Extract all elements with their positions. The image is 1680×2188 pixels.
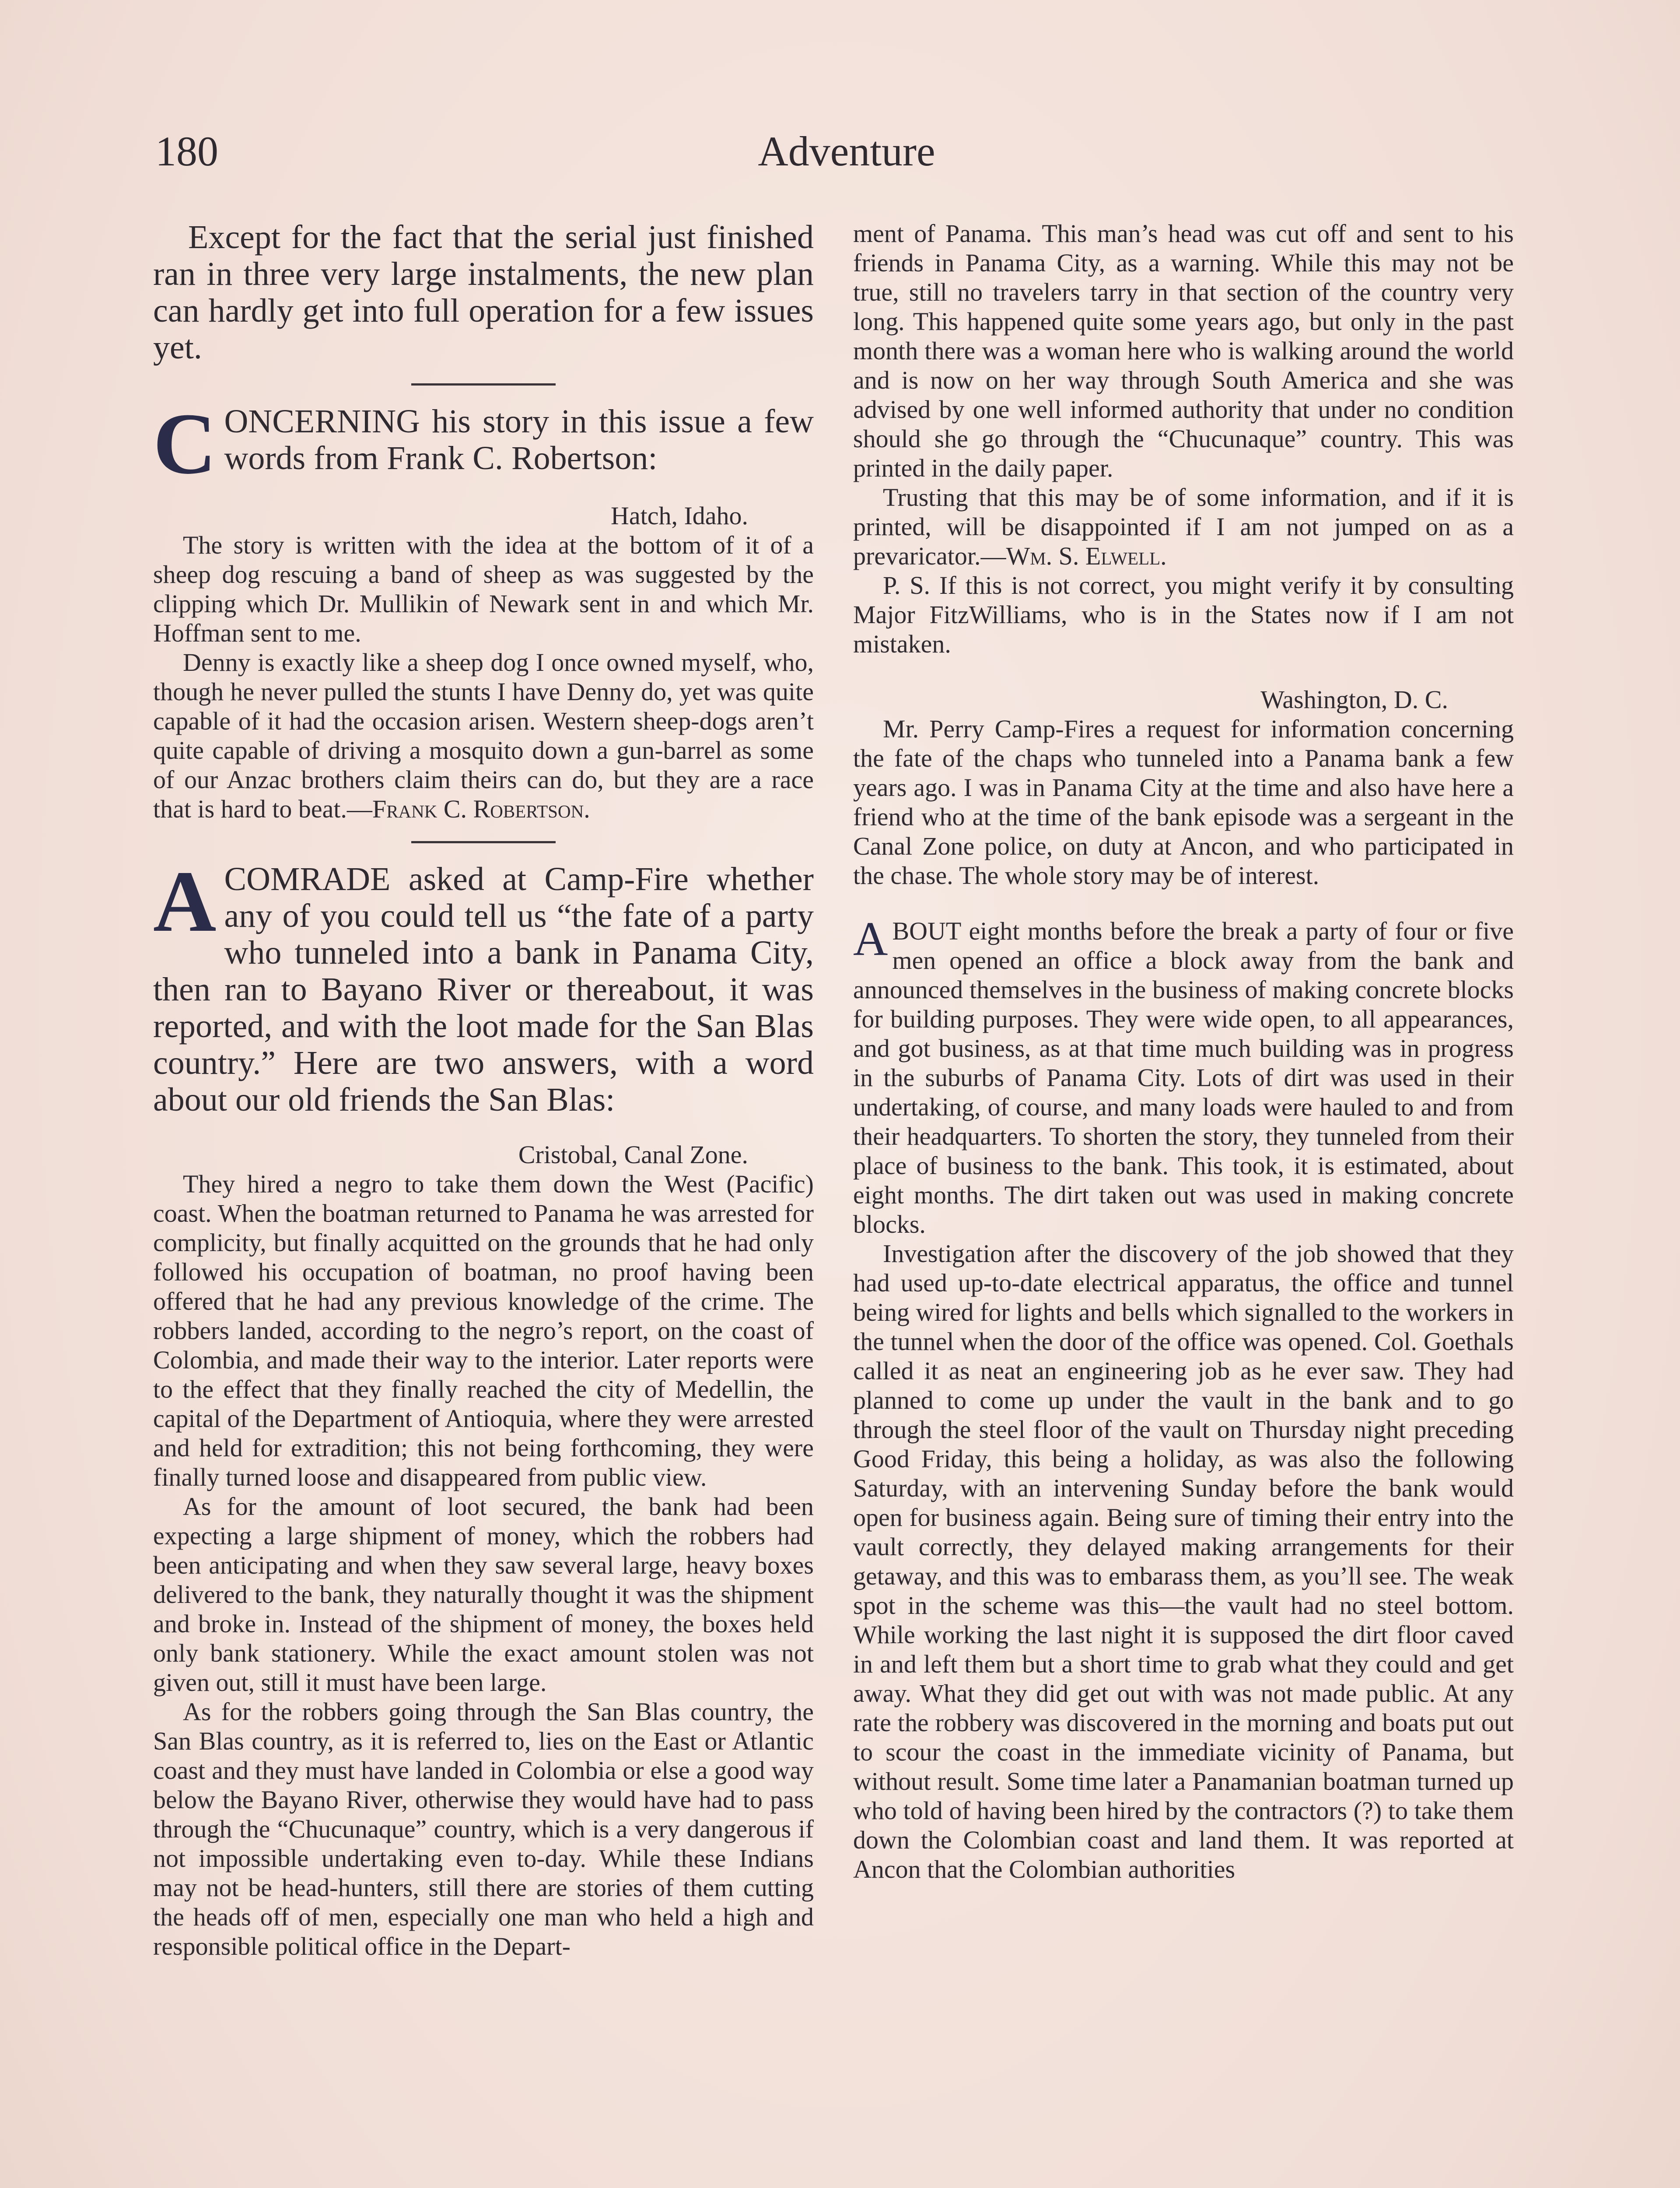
running-title: Adventure xyxy=(758,128,935,175)
letter-paragraph: The story is written with the idea at the bottom of it of a sheep dog rescuing a band of sheep as was suggested by the clipping which Dr. Mullikin of Newark sent in and which Mr. Hoffman sent to me. xyxy=(153,531,814,647)
letter-paragraph: Mr. Perry Camp-Fires a request for information concerning the fate of the chaps who tunneled into a Panama bank a few years ago. I was in Panama City at the time and also have here a friend who at the time of the bank episode was a sergeant in the Canal Zone police, on duty at Ancon, and who participated in the chase. The whole story may be of interest. xyxy=(853,715,1514,890)
comrade-section xyxy=(153,853,814,1961)
drop-cap: C xyxy=(153,396,217,492)
signature: Frank C. Robertson. xyxy=(372,795,590,823)
letter-paragraph: They hired a negro to take them down the West (Pacific) coast. When the boatman returned to Panama he was arrested for complicity, but finally acquitted on the grounds that he had only followed his occupation of boatman, no proof having been offered that he had any previous knowledge of the crime. The robbers landed, according to the negro’s report, on the coast of Colombia, and made their way to the interior. Later reports were to the effect that they finally reached the city of Medellin, the capital of the Department of Antioquia, where they were arrested and held for extradition; this not being forthcoming, they were finally turned loose and disappeared from public view. xyxy=(153,1170,814,1491)
dateline: Cristobal, Canal Zone. xyxy=(518,1140,748,1169)
drop-cap: A xyxy=(853,912,888,965)
page-header xyxy=(155,127,1538,193)
postscript-paragraph: P. S. If this is not correct, you might verify it by consulting Major FitzWilliams, who is in the States now if I am not mistaken. xyxy=(853,571,1514,658)
right-column xyxy=(853,219,1514,1884)
drop-cap: A xyxy=(153,853,217,950)
section-lead: COMRADE asked at Camp-Fire whether any of you could tell us “the fate of a party who tunneled into a bank in Panama City, then ran to Bayano River or thereabout, it was reported, and with the loot made for the San Blas country.” Here are two answers, with a word about our old friends the San Blas: xyxy=(153,861,814,1118)
signature: Wm. S. Elwell. xyxy=(1006,542,1167,570)
page-number: 180 xyxy=(155,128,218,175)
dateline: Washington, D. C. xyxy=(1260,685,1448,714)
letter-paragraph: BOUT eight months before the break a party of four or five men opened an office a block away from the bank and announced themselves in the business of making concrete blocks for building purposes. They were wide open, to all appearances, and got business, as at that time much building was in progress in the suburbs of Panama City. Lots of dirt was used in their undertaking, of course, and many loads were hauled to and from their headquarters. To shorten the story, they tunneled from their place of business to the bank. This took, it is estimated, about eight months. The dirt taken out was used in making concrete blocks. xyxy=(853,917,1514,1238)
letter-paragraph: ment of Panama. This man’s head was cut off and sent to his friends in Panama City, as a warning. While this may not be true, still no travelers tarry in that section of the country very long. This happened quite some years ago, but only in the past month there was a woman here who is walking around the world and is now on her way through South America and she was advised by one well informed authority that under no condition should she go through the “Chucunaque” country. This was printed in the daily paper. xyxy=(853,219,1514,482)
left-column xyxy=(153,219,814,1961)
letter-paragraph: As for the amount of loot secured, the bank had been expecting a large shipment of money, which the robbers had been anticipating and when they saw several large, heavy boxes delivered to the bank, they naturally thought it was the shipment and broke in. Instead of the shipment of money, the boxes held only bank stationery. While the exact amount stolen was not given out, still it must have been large. xyxy=(153,1492,814,1697)
section-lead: ONCERNING his story in this issue a few words from Frank C. Robertson: xyxy=(224,403,814,477)
dateline: Hatch, Idaho. xyxy=(610,501,748,530)
section-divider xyxy=(411,841,556,843)
intro-paragraph: Except for the fact that the serial just finished ran in three very large instalments, the new plan can hardly get into full operation for a few issues yet. xyxy=(153,219,814,366)
letter-paragraph: Trusting that this may be of some information, and if it is printed, will be disappointed if I am not jumped on as a prevaricator.—Wm. S. Elwell. xyxy=(853,483,1514,570)
letter-paragraph: Denny is exactly like a sheep dog I once owned myself, who, though he never pulled the stunts I have Denny do, yet was quite capable of it had the occasion arisen. Western sheep-dogs aren’t quite capable of driving a mosquito down a gun-barrel as some of our Anzac brothers claim theirs can do, but they are a race that is hard to beat.—Frank C. Robertson. xyxy=(153,648,814,823)
letter-paragraph: As for the robbers going through the San Blas country, the San Blas country, as it is referred to, lies on the East or Atlantic coast and they must have landed in Colombia or else a good way below the Bayano River, otherwise they would have had to pass through the “Chucunaque” country, which is a very dangerous if not impossible undertaking even to-day. While these Indians may not be head-hunters, still there are stories of them cutting the heads off of men, especially one man who held a high and responsible political office in the Depart- xyxy=(153,1697,814,1960)
robertson-section xyxy=(153,396,814,824)
section-divider xyxy=(411,383,556,386)
letter-paragraph: Investigation after the discovery of the job showed that they had used up-to-date electrical apparatus, the office and tunnel being wired for lights and bells which signalled to the workers in the tunnel when the door of the office was opened. Col. Goethals called it as neat an engineering job as he ever saw. They had planned to come up under the vault in the bank and to go through the steel floor of the vault on Thursday night preceding Good Friday, this being a holiday, as was also the following Saturday, with an intervening Sunday before the bank would open for business again. Being sure of timing their entry into the vault correctly, they delayed making arrangements for their getaway, and this was to embarass them, as you’ll see. The weak spot in the scheme was this—the vault had no steel bottom. While working the last night it is supposed the dirt floor caved in and left them but a short time to grab what they could and get away. What they did get out with was not made public. At any rate the robbery was discovered in the morning and boats put out to scour the coast in the immediate vicinity of Panama, but without result. Some time later a Panamanian boatman turned up who told of having been hired by the contractors (?) to take them down the Colombian coast and land them. It was reported at Ancon that the Colombian authorities xyxy=(853,1239,1514,1883)
